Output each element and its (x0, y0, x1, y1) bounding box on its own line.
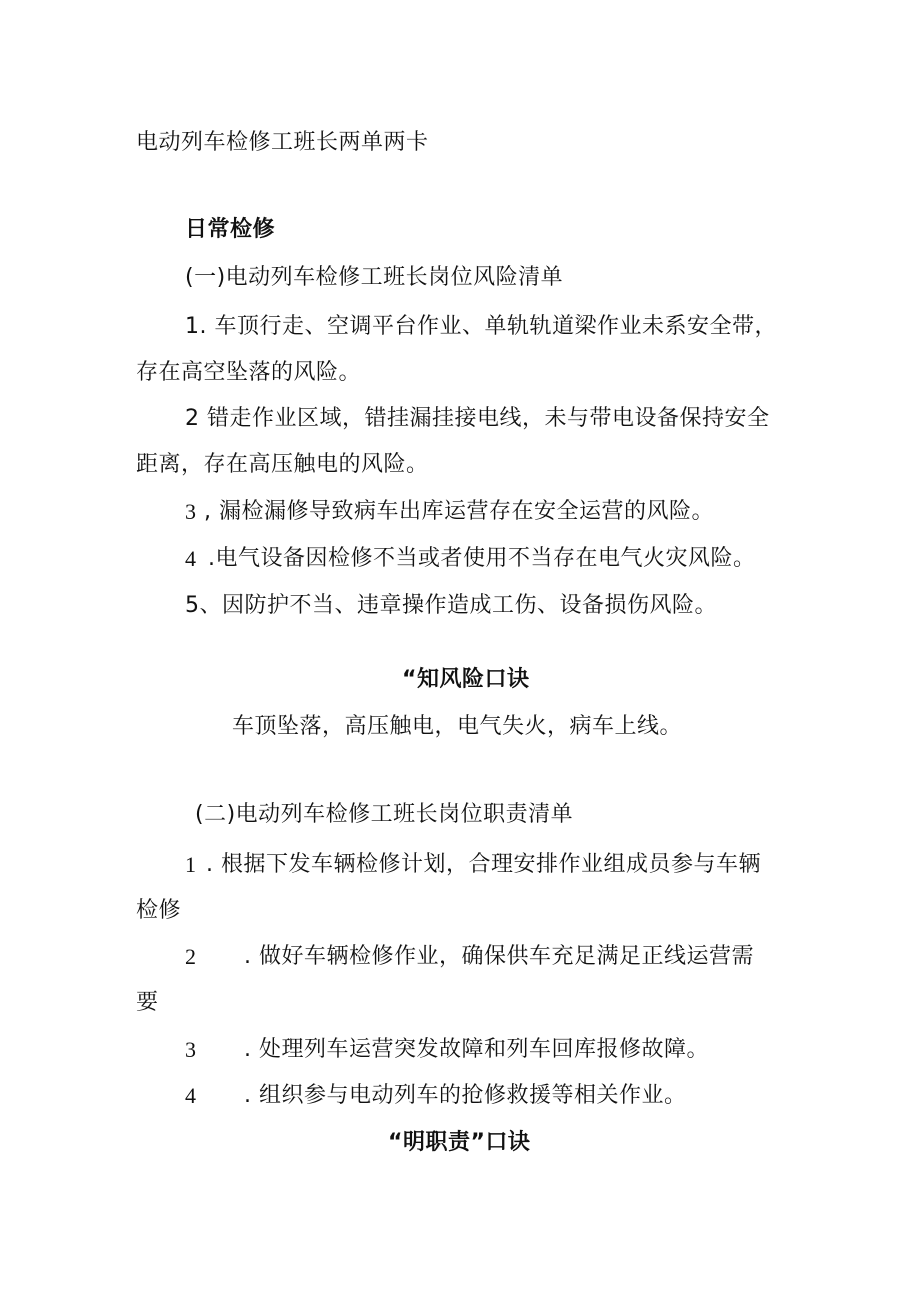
risk-item-3-number: 3 (185, 499, 197, 524)
doc-title: 电动列车检修工班长两单两卡 (136, 130, 429, 155)
duty-item-4-text: . 组织参与电动列车的抢修救援等相关作业。 (244, 1083, 687, 1108)
risk-mnemonic-title: “知风险口诀 (402, 667, 530, 692)
risk-item-2-line-1: 2 错走作业区域，错挂漏挂接电线，未与带电设备保持安全 (185, 406, 770, 431)
risk-mnemonic-text: 车顶坠落，高压触电，电气失火，病车上线。 (232, 714, 683, 739)
section-heading: 日常检修 (185, 217, 276, 242)
duty-item-2-line-2: 要 (136, 990, 159, 1015)
duty-item-2-number: 2 (185, 944, 197, 969)
risk-item-1-line-2: 存在高空坠落的风险。 (136, 360, 362, 385)
risk-item-2-line-2: 距离，存在高压触电的风险。 (136, 452, 429, 477)
risk-item-5: 5、因防护不当、违章操作造成工伤、设备损伤风险。 (185, 593, 717, 618)
risk-item-3-text: , 漏检漏修导致病车出库运营存在安全运营的风险。 (204, 499, 714, 524)
risk-list-heading: (一)电动列车检修工班长岗位风险清单 (185, 265, 564, 290)
risk-item-4-number: 4 (185, 546, 197, 571)
risk-item-4-text: .电气设备因检修不当或者使用不当存在电气火灾风险。 (208, 546, 756, 571)
duty-item-4-number: 4 (185, 1083, 197, 1108)
duty-item-1-line-2: 检修 (136, 898, 182, 923)
duty-item-2-line-1: . 做好车辆检修作业，确保供车充足满足正线运营需 (244, 944, 754, 969)
duty-mnemonic-title: “明职责”口诀 (388, 1130, 531, 1155)
duty-item-3-number: 3 (185, 1037, 197, 1062)
duty-item-1-number: 1 (185, 852, 197, 877)
duty-list-heading: (二)电动列车检修工班长岗位职责清单 (195, 802, 574, 827)
risk-item-1-line-1: 1. 车顶行走、空调平台作业、单轨轨道梁作业未系安全带， (185, 314, 777, 339)
duty-item-1-line-1: . 根据下发车辆检修计划，合理安排作业组成员参与车辆 (206, 852, 761, 877)
duty-item-3-text: . 处理列车运营突发故障和列车回库报修故障。 (244, 1037, 709, 1062)
